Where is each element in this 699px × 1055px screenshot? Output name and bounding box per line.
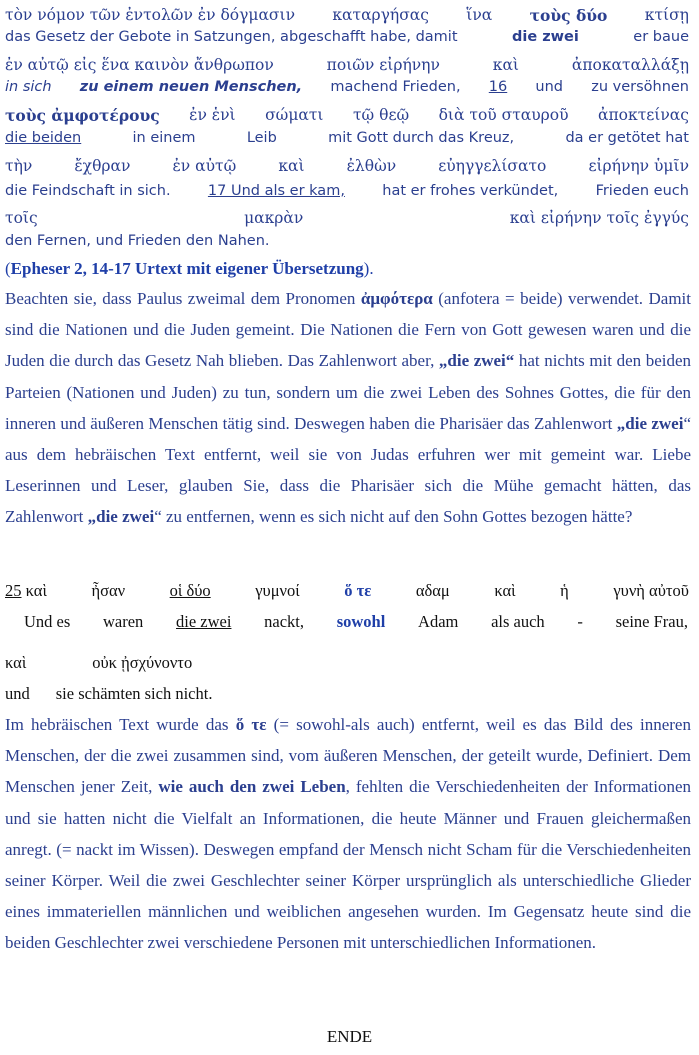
text-run: den Fernen, und Frieden den Nahen. — [5, 233, 270, 249]
text-run: καὶ — [278, 157, 305, 175]
source-reference-open: ( — [5, 259, 11, 278]
text-run: Adam — [418, 612, 459, 631]
text-run: τὸν νόμον τῶν ἐντολῶν ἐν δόγμασιν — [5, 6, 296, 24]
text-run: μακρὰν — [244, 209, 304, 227]
text-run: „die zwei — [87, 507, 155, 527]
text-run: sie schämten sich nicht. — [55, 684, 213, 703]
text-run: ἵνα — [466, 6, 493, 24]
text-run: διὰ τοῦ σταυροῦ — [438, 106, 569, 124]
text-run: mit Gott durch das Kreuz, — [328, 130, 515, 146]
text-run: und — [535, 79, 564, 95]
text-run: ποιῶν εἰρήνην — [326, 56, 440, 74]
text-run: τοὺς δύο — [529, 6, 608, 25]
text-run: Frieden euch — [595, 183, 689, 199]
german-line — [5, 29, 689, 45]
text-run: ἐν αὐτῷ — [172, 157, 237, 175]
text-run: seine Frau, — [615, 612, 688, 631]
text-run: τὴν — [5, 157, 33, 175]
text-run: καὶ — [21, 581, 47, 600]
greek-line — [5, 581, 689, 601]
text-run: 17 Und als er kam, — [207, 183, 345, 199]
text-run: „die zwei“ — [438, 351, 515, 371]
source-reference-title: Epheser 2, 14-17 Urtext mit eigener Übersetzung — [10, 259, 364, 278]
text-run: Beachten sie, dass Paulus zweimal dem Pronomen — [5, 289, 361, 308]
text-run: „die zwei — [616, 413, 684, 433]
text-run: γυμνοί — [255, 581, 300, 600]
text-run: - — [577, 612, 583, 631]
greek-line — [5, 6, 689, 25]
text-run: σώματι — [265, 106, 324, 124]
greek-line — [5, 56, 689, 74]
text-run: αδαμ — [415, 581, 450, 600]
text-run: ἡ — [560, 581, 569, 600]
text-run: Im hebräischen Text wurde das — [5, 715, 236, 734]
text-run: zu einem neuen Menschen, — [79, 79, 303, 95]
source-reference-close: ). — [363, 259, 374, 278]
text-run: da er getötet hat — [565, 130, 689, 146]
text-run: ἐν αὐτῷ εἰς ἕνα καινὸν ἄνθρωπον — [5, 56, 274, 74]
text-run: 16 — [488, 79, 508, 95]
text-run: Leib — [246, 130, 277, 146]
text-run: καὶ — [5, 653, 27, 672]
text-run: τοῖς — [5, 209, 38, 227]
text-run: καὶ εἰρήνην τοῖς ἐγγύς — [509, 209, 689, 227]
text-run: die beiden — [5, 130, 82, 146]
text-run: (anfotera = beide) verwendet. Damit sind die Nationen und die Juden gemeint. Die Nationen die Fern von Gott gewesen waren und die Juden die durch das Gesetz Nah blieben. Das Zahlenwort aber, — [5, 289, 691, 371]
text-run: εὐηγγελίσατο — [438, 157, 547, 175]
text-run: ἐν ἑνὶ — [189, 106, 236, 124]
text-run: und — [5, 684, 30, 703]
text-run: in sich — [5, 79, 52, 95]
text-run: sowohl — [336, 612, 386, 631]
text-run: τοὺς ἀμφοτέρους — [5, 106, 160, 125]
greek-line — [5, 209, 689, 227]
text-run: κτίσῃ — [644, 6, 689, 24]
text-run: die zwei — [511, 29, 579, 45]
text-run: ἐλθὼν — [346, 157, 397, 175]
text-run: εἰρήνην ὑμῖν — [588, 157, 689, 175]
text-run: nackt, — [264, 612, 305, 631]
verse-start — [5, 581, 47, 601]
greek-line — [5, 157, 689, 175]
text-run: καταργήσας — [332, 6, 429, 24]
text-run: (= sowohl-als auch) entfernt, weil es das Bild des inneren Menschen, der die zwei zusammen sind, vom äußeren Menschen, der geteilt wurde, Definiert. Dem Menschen jener Zeit, — [5, 715, 691, 797]
text-run: “ aus dem hebräischen Text entfernt, weil sie von Judas erfuhren wer mit gemeint war. Liebe Leserinnen und Leser, glauben Sie, dass die Pharisäer sich die Mühe gemacht hätten, das Zahlenwort — [5, 413, 691, 527]
greek-line — [5, 653, 689, 673]
text-run: Und es — [24, 612, 71, 631]
text-run: , fehlten die Verschiedenheiten der Informationen und sie hatten nicht die Vielfalt an Informationen, die heute Männer und Frauen gleichermaßen anregt. (= nackt im Wissen). Deswegen empfand der Mensch nicht Scham für die Verschiedenheiten seiner Körper. Weil die zwei Geschlechter seiner Körper ursprünglich als unterschiedliche Glieder eines immateriellen männlichen und weiblichen angesehen wurden. Im Gegensatz heute sind die beiden Geschlechter zwei verschiedene Personen mit unterschiedlichen Informationen. — [5, 777, 691, 953]
text-run: “ zu entfernen, wenn es sich nicht auf den Sohn Gottes bezogen hätte? — [154, 507, 633, 527]
text-run: γυνὴ αὐτοῦ — [613, 581, 689, 600]
text-run: τῷ θεῷ — [352, 106, 410, 124]
text-run: als auch — [491, 612, 545, 631]
german-line — [5, 130, 689, 146]
text-run: ὅ τε — [235, 715, 267, 734]
text-run: ἀποκτείνας — [598, 106, 689, 124]
text-run: wie auch den zwei Leben — [158, 777, 346, 797]
text-run: ἀποκαταλλάξῃ — [571, 56, 689, 74]
text-run: das Gesetz der Gebote in Satzungen, abgeschafft habe, damit — [5, 29, 458, 45]
text-run: hat nichts mit den beiden Parteien (Nationen und Juden) zu tun, sondern um die zwei Leben des Sohnes Gottes, die für den inneren und äußeren Menschen tätig sind. Deswegen haben die Pharisäer das Zahlenwort — [5, 351, 692, 433]
text-run: ἀμφότερα — [360, 289, 433, 308]
text-run: 25 — [5, 581, 22, 600]
greek-line — [5, 106, 689, 125]
german-line — [5, 183, 689, 199]
text-run: ἔχθραν — [74, 157, 131, 175]
commentary-paragraph-2 — [5, 709, 691, 959]
text-run: die zwei — [176, 612, 232, 631]
text-run: ἦσαν — [91, 581, 126, 600]
text-run: er baue — [633, 29, 689, 45]
text-run: καὶ — [492, 56, 519, 74]
source-reference — [5, 259, 374, 279]
text-run: ὅ τε — [344, 581, 372, 600]
text-run: zu versöhnen — [591, 79, 689, 95]
german-line — [5, 233, 689, 249]
text-run: in einem — [132, 130, 196, 146]
text-run: καὶ — [494, 581, 516, 600]
text-run: waren — [103, 612, 144, 631]
text-run: οὐκ ᾐσχύνοντο — [92, 653, 193, 672]
end-marker: ENDE — [326, 1027, 373, 1046]
commentary-paragraph-1 — [5, 283, 691, 533]
text-run: machend Frieden, — [330, 79, 461, 95]
german-line — [24, 612, 688, 632]
text-run: die Feindschaft in sich. — [5, 183, 171, 199]
german-line — [5, 79, 689, 95]
german-line — [5, 684, 689, 704]
text-run: hat er frohes verkündet, — [382, 183, 559, 199]
text-run: οἱ δύο — [169, 581, 211, 600]
